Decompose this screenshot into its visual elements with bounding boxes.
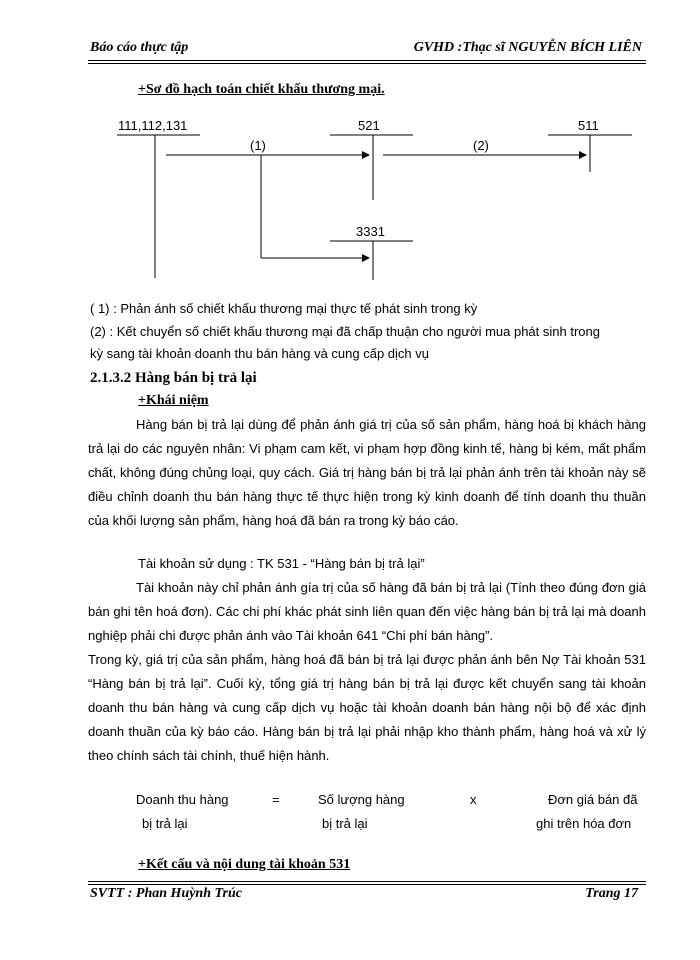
footer-right: Trang 17 xyxy=(585,886,638,901)
paragraph-concept: Hàng bán bị trả lại dùng để phản ánh giá trị của số sản phẩm, hàng hoá bị khách hàng trả lại do các nguyên nhân: Vi phạm cam kết, vi phạm hợp đồng kinh tế, hàng bị kém, mất phẩm chất, không đúng chủng loại, quy cách. Giá trị hàng bán bị trả lại phản ánh trên tài khoản này sẽ điều chỉnh doanh thu bán hàng thực tế thực hiện trong kỳ kinh doanh để tính doanh thu thuần của khối lượng sản phẩm, hàng hoá đã bán ra trong kỳ báo cáo. xyxy=(88,417,646,528)
header-left: Báo cáo thực tập xyxy=(90,40,189,55)
note-2b: kỳ sang tài khoản doanh thu bán hàng và cung cấp dịch vụ xyxy=(90,346,429,361)
structure-title: +Kết cấu và nội dung tài khoản 531 xyxy=(138,857,351,872)
formula-qty-line2: bị trả lại xyxy=(322,816,368,831)
paragraph-period: Trong kỳ, giá trị của sản phẩm, hàng hoá đã bán bị trả lại được phản ánh bên Nợ Tài khoản 531 “Hàng bán bị trả lại”. Cuối kỳ, tổng giá trị hàng bán bị trả lại được kết chuyển sang tài khoản doanh thu bán hàng và cung cấp dịch vụ hoặc tài khoản doanh bán hàng nội bộ để xác định doanh thuần của kỳ báo cáo. Hàng bán bị trả lại phải nhập kho thành phẩm, hàng hoá và xử lý theo chính sách tài chính, thuế hiện hành. xyxy=(88,652,646,763)
formula-price-line1: Đơn giá bán đã xyxy=(548,792,638,807)
footer-rule xyxy=(88,881,646,882)
footer-left: SVTT : Phan Huỳnh Trúc xyxy=(90,886,242,901)
paragraph-account: Tài khoản sử dụng : TK 531 - “Hàng bán bị trả lại” xyxy=(138,556,425,571)
formula-price-line2: ghi trên hóa đơn xyxy=(536,816,632,831)
note-2a: (2) : Kết chuyển số chiết khấu thương mại đã chấp thuận cho người mua phát sinh trong xyxy=(90,324,600,339)
formula-lhs-line2: bị trả lại xyxy=(142,816,188,831)
diagram-title: +Sơ đồ hạch toán chiết khấu thương mại. xyxy=(138,82,385,97)
formula-times: x xyxy=(470,792,477,807)
account-label-511: 511 xyxy=(578,118,599,133)
accounting-diagram xyxy=(0,0,700,300)
formula-qty-line1: Số lượng hàng xyxy=(318,792,405,807)
concept-title: +Khái niệm xyxy=(138,393,209,408)
formula-lhs-line1: Doanh thu hàng xyxy=(136,792,229,807)
flow-1-label: (1) xyxy=(250,138,266,153)
footer-rule-2 xyxy=(88,884,646,885)
account-label-111: 111,112,131 xyxy=(118,118,188,133)
account-label-521: 521 xyxy=(358,118,380,133)
note-1: ( 1) : Phản ánh số chiết khấu thương mại thực tế phát sinh trong kỳ xyxy=(90,301,478,316)
formula-equals: = xyxy=(272,792,280,807)
section-heading: 2.1.3.2 Hàng bán bị trả lại xyxy=(90,370,257,386)
paragraph-scope: Tài khoản này chỉ phản ánh gía trị của số hàng đã bán bị trả lại (Tính theo đúng đơn giá bán ghi tên hoá đơn). Các chi phí khác phát sinh liên quan đến việc hàng bán bị trả lại mà doanh nghiệp phải chi được phản ánh vào Tài khoản 641 “Chi phí bán hàng”. xyxy=(88,580,646,643)
header-right: GVHD :Thạc sĩ NGUYỄN BÍCH LIÊN xyxy=(413,40,642,55)
flow-2-label: (2) xyxy=(473,138,489,153)
account-label-3331: 3331 xyxy=(356,224,385,239)
